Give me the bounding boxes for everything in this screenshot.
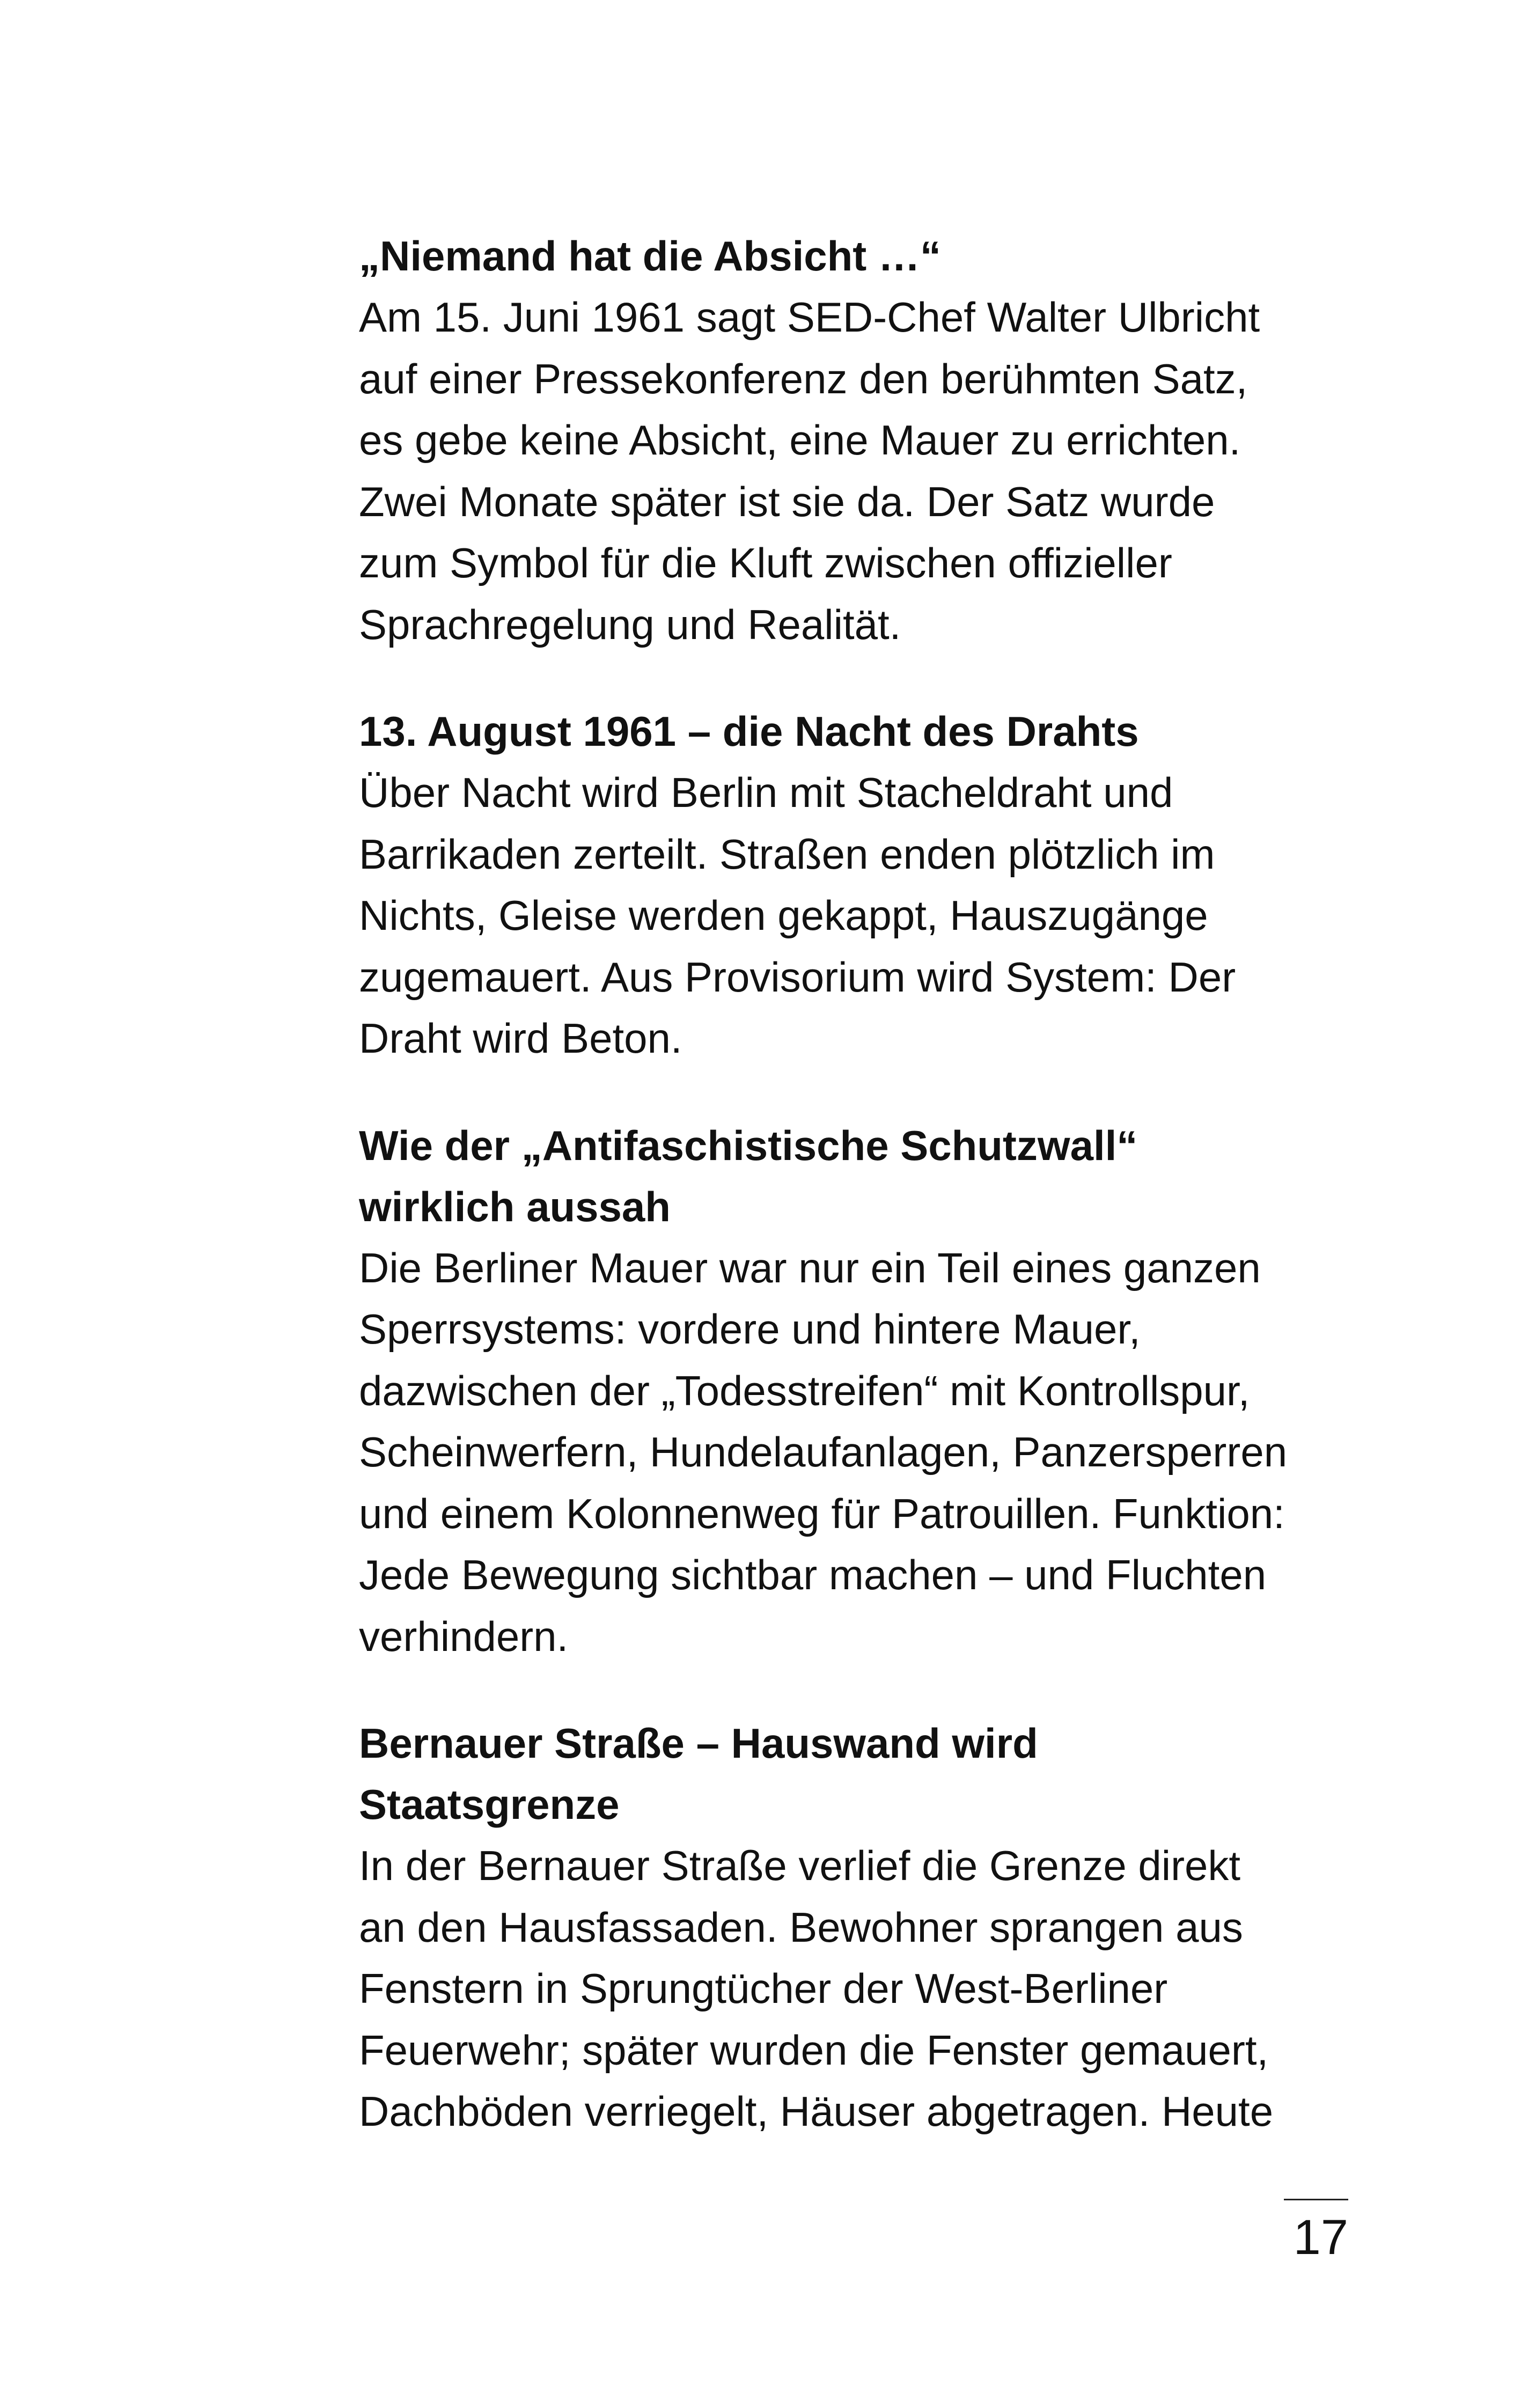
body-line: zugemauert. Aus Provisorium wird System: Der bbox=[359, 953, 1236, 1001]
section-heading: „Niemand hat die Absicht …“ bbox=[359, 232, 941, 280]
section-bernauer-strasse bbox=[359, 1713, 1368, 2142]
body-line: Feuerwehr; später wurden die Fenster gemauert, bbox=[359, 2026, 1269, 2074]
body-line: dazwischen der „Todesstreifen“ mit Kontrollspur, bbox=[359, 1367, 1250, 1414]
body-line: und einem Kolonnenweg für Patrouillen. Funktion: bbox=[359, 1489, 1285, 1537]
section-antifaschistischer-schutzwall bbox=[359, 1115, 1368, 1668]
body-line: Zwei Monate später ist sie da. Der Satz wurde bbox=[359, 478, 1215, 525]
body-line: Sperrsystems: vordere und hintere Mauer, bbox=[359, 1305, 1141, 1353]
body-line: es gebe keine Absicht, eine Mauer zu errichten. bbox=[359, 416, 1241, 464]
text-column bbox=[359, 225, 1368, 2188]
body-line: Draht wird Beton. bbox=[359, 1015, 682, 1062]
body-line: Nichts, Gleise werden gekappt, Hauszugänge bbox=[359, 892, 1208, 939]
body-line: auf einer Pressekonferenz den berühmten Satz, bbox=[359, 355, 1248, 402]
body-line: Über Nacht wird Berlin mit Stacheldraht und bbox=[359, 769, 1173, 816]
body-line: In der Bernauer Straße verlief die Grenze direkt bbox=[359, 1842, 1241, 1889]
body-line: Barrikaden zerteilt. Straßen enden plötzlich im bbox=[359, 830, 1215, 878]
page-number: 17 bbox=[1293, 2210, 1348, 2265]
body-line: Dachböden verriegelt, Häuser abgetragen. Heute bbox=[359, 2088, 1274, 2135]
section-heading: Bernauer Straße – Hauswand wird bbox=[359, 1720, 1038, 1767]
section-heading-continued: wirklich aussah bbox=[359, 1183, 671, 1230]
section-heading: 13. August 1961 – die Nacht des Drahts bbox=[359, 708, 1139, 755]
body-line: zum Symbol für die Kluft zwischen offizieller bbox=[359, 539, 1172, 586]
body-line: Die Berliner Mauer war nur ein Teil eines ganzen bbox=[359, 1244, 1261, 1291]
page-number-rule bbox=[1284, 2199, 1348, 2200]
section-heading-continued: Staatsgrenze bbox=[359, 1781, 620, 1828]
body-line: Scheinwerfern, Hundelaufanlagen, Panzersperren bbox=[359, 1428, 1288, 1475]
section-heading: Wie der „Antifaschistische Schutzwall“ bbox=[359, 1121, 1138, 1169]
body-line: Am 15. Juni 1961 sagt SED-Chef Walter Ulbricht bbox=[359, 293, 1260, 341]
body-line: Sprachregelung und Realität. bbox=[359, 600, 901, 648]
body-line: an den Hausfassaden. Bewohner sprangen aus bbox=[359, 1903, 1243, 1951]
body-line: verhindern. bbox=[359, 1612, 569, 1660]
body-line: Jede Bewegung sichtbar machen – und Fluchten bbox=[359, 1551, 1267, 1598]
section-niemand-hat-die-absicht bbox=[359, 225, 1368, 655]
section-13-august-1961 bbox=[359, 701, 1368, 1069]
body-line: Fenstern in Sprungtücher der West-Berliner bbox=[359, 1965, 1168, 2012]
